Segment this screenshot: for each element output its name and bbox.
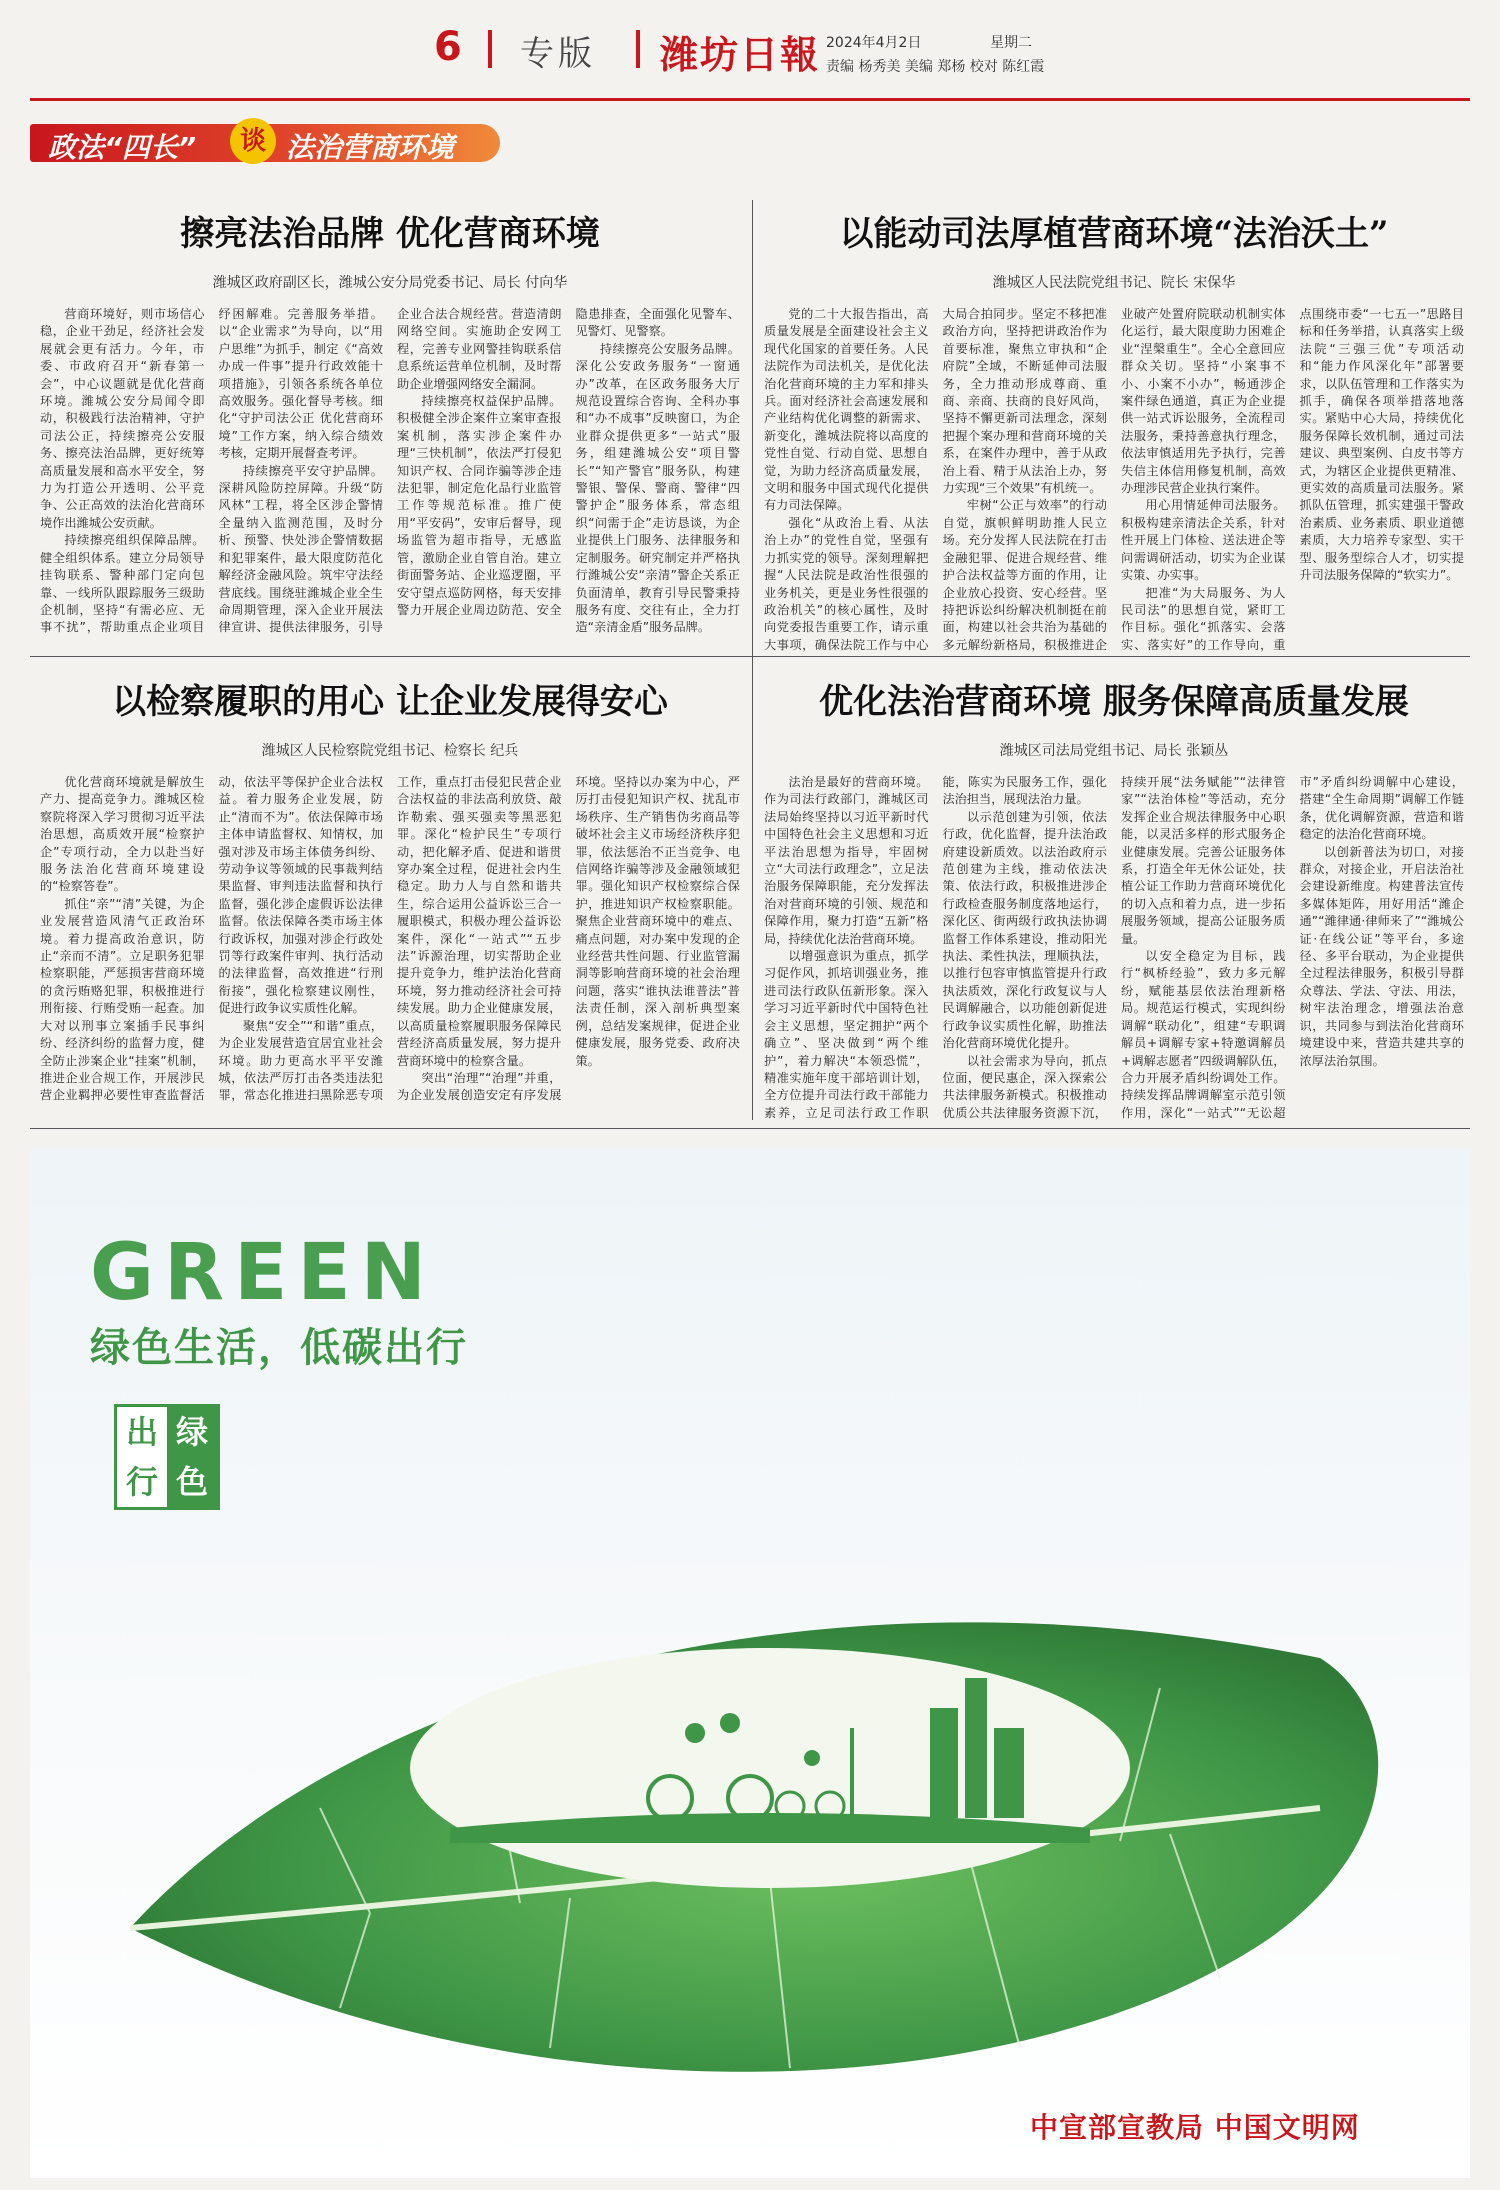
article-paragraph: 以增强意识为重点，抓学习促作风，抓培训强业务，推进司法行政队伍新形象。深入学习习近平新时代中国特色社会主义思想，坚定拥护“两个确立”、坚决做到“两个维护”，着力解决“本领恐慌”，精准实施年度干部培训计划，全方位提升司法行政干部能力素养，立足司法行政工作职能，陈实为民服务工作，强化法治担当，展现法治力量。 bbox=[764, 775, 1107, 1120]
column-divider bbox=[752, 200, 753, 1120]
article-paragraph: 法治是最好的营商环境。作为司法行政部门，潍城区司法局始终坚持以习近平新时代中国特色社会主义思想和习近平法治思想为指导，牢固树立“大司法行政理念”，立足法治服务保障职能，充分发挥法治对营商环境的引领、规范和保障作用，聚力打造“五新”格局，持续优化法治营商环境。 bbox=[764, 775, 929, 946]
section-name: 专版 bbox=[520, 34, 596, 74]
seal-char: 行 bbox=[117, 1457, 167, 1507]
ad-seal bbox=[114, 1404, 220, 1510]
article-paragraph: 持续擦亮权益保护品牌。积极健全涉企案件立案审查报案机制，落实涉企案件办理“三快机制”，依法严打侵犯知识产权、合同诈骗等涉企违法犯罪，制定危化品行业监管工作等规范标准。推广使用“平安码”，安审后督导，现场监管为超市指导，无感监管，激励企业自管自治。建立街面警务站、企业巡逻圈，平安守望点巡防网格，每天安排警力开展企业周边防范、安全隐患排查，全面强化见警车、见警灯、见警察。 bbox=[397, 307, 740, 617]
article-byline: 潍城区人民检察院党组书记、检察长 纪兵 bbox=[261, 743, 519, 759]
article-paragraph: 党的二十大报告指出，高质量发展是全面建设社会主义现代化国家的首要任务。人民法院作为司法机关，是优化法治化营商环境的主力军和排头兵。面对经济社会高速发展和产业结构优化调整的新需求、新变化，潍城法院将以高度的党性自觉、行动自觉、思想自觉，为助力经济高质量发展，文明和服务中国式现代化提供有力司法保障。 bbox=[764, 307, 929, 513]
article-body bbox=[40, 774, 740, 1124]
article-byline: 潍城区司法局党组书记、局长 张颖丛 bbox=[999, 743, 1229, 759]
masthead-divider bbox=[488, 30, 492, 68]
masthead-divider bbox=[636, 30, 640, 68]
wind-turbine-icon bbox=[850, 1728, 854, 1818]
article-paragraph: 抓住“亲”“清”关键，为企业发展营造风清气正政治环境。着力提高政治意识，防止“亲而不清”。立足职务犯罪检察职能，严惩损害营商环境的贪污贿赂犯罪，积极推进行刑衔接、行贿受贿一起查。加大对以刑事立案插手民事纠纷、经济纠纷的监督力度，健全防止涉案企业“挂案”机制，推进企业合规工作，开展涉民营企业羁押必要性审查监督活动，依法平等保护企业合法权益。着力服务企业发展，防止“清而不为”。依法保障市场主体申请监督权、知情权，加强对涉及市场主体债务纠纷、劳动争议等领域的民事裁判结果监督、审判违法监督和执行监督，强化涉企虚假诉讼法律监督。依法保障各类市场主体行政诉权，加强对涉企行政处罚等行政案件审判、执行活动的法律监督，高效推进“行刑衔接”，强化检察建议刚性，促进行政争议实质性化解。 bbox=[40, 775, 383, 1103]
header-rule bbox=[30, 98, 1470, 101]
article-paragraph: 持续擦亮平安守护品牌。深耕风险防控屏障。升级“防风林”工程，将全区涉企警情全量纳入监测范围，及时分析、预警、快处涉企警情数据和犯罪案件，最大限度防范化解经济金融风险。筑牢守法经营底线。围绕驻潍城企业全生命周期管理，深入企业开展法律宣讲、提供法律服务，引导企业合法合规经营。营造清朗网络空间。实施助企安网工程，完善专业网警挂钩联系信息系统运营单位机制，及时帮助企业增强网络安全漏洞。 bbox=[218, 307, 562, 635]
article-paragraph: 以社会需求为导向，抓点位面，便民惠企，深入探索公共法律服务新模式。积极推动优质公共法律服务资源下沉，持续开展“法务赋能”“法律管家”“法治体检”等活动，充分发挥企业合规法律服务中心职能，以灵活多样的形式服务企业健康发展。完善公证服务体系，打造全年无休公证处，扶植公证工作助力营商环境优化的切入点和着力点，进一步拓展服务领域，提高公证服务质量。 bbox=[942, 775, 1286, 1120]
article-paragraph: 用心用情延伸司法服务。积极构建亲清法企关系，针对性开展上门体检、送法进企等问需调研活动，切实为企业谋实策、办实事。 bbox=[1121, 498, 1286, 583]
article-body bbox=[764, 306, 1464, 656]
article-paragraph: 突出“治理”“治理”并重，为企业发展创造安定有序发展环境。坚持以办案为中心，严厉打击侵犯知识产权、扰乱市场秩序、生产销售伪劣商品等破坏社会主义市场经济秩序犯罪，依法惩治不正当竞争、电信网络诈骗等涉及金融领域犯罪。强化知识产权检察综合保护，推进知识产权检察职能。聚焦企业营商环境中的难点、痛点问题，对办案中发现的企业经营共性问题、行业监管漏洞等影响营商环境的社会治理问题，落实“谁执法谁普法”普法责任制，深入剖析典型案例，总结发案规律，促进企业健康发展，服务党委、政府决策。 bbox=[397, 775, 740, 1103]
public-service-ad bbox=[30, 1148, 1470, 2178]
building-icon bbox=[930, 1708, 958, 1818]
page-number: 6 bbox=[434, 24, 462, 70]
article-paragraph: 持续擦亮公安服务品牌。深化公安政务服务“一窗通办”改革，在区政务服务大厅规范设置综合咨询、全科办事和“办不成事”反映窗口，为企业群众提供更多“一站式”服务，组建潍城公安“项目警长”“知产警官”服务队，构建警银、警保、警商、警律“四警护企”服务体系，常态组织“问需于企”走访恳谈，为企业提供上门服务、法律服务和定制服务。研究制定并严格执行潍城公安“亲清”警企关系正负面清单，教育引导民警秉持服务有度、交往有止，全力打造“亲清金盾”服务品牌。 bbox=[575, 341, 740, 635]
ad-slogan: 绿色生活，低碳出行 bbox=[90, 1325, 468, 1371]
seal-char: 出 bbox=[117, 1407, 167, 1457]
issue-date: 2024年4月2日 bbox=[826, 35, 922, 51]
ad-credits: 中宣部宣教局 中国文明网 bbox=[1030, 2111, 1360, 2144]
article-paragraph: 以示范创建为引领，依法行政，优化监督，提升法治政府建设新质效。以法治政府示范创建为主线，推动依法决策、依法行政，积极推进涉企行政检查服务制度落地运行，深化区、街两级行政执法协调监督工作体系建设，推动阳光执法、柔性执法，理顺执法，以推行包容审慎监管提升行政执法质效，深化行政复议与人民调解融合，以功能创新促进行政争议实质性化解，助推法治化营商环境优化提升。 bbox=[942, 809, 1107, 1051]
masthead bbox=[0, 0, 1500, 82]
article-paragraph: 优化营商环境就是解放生产力、提高竞争力。潍城区检察院将深入学习贯彻习近平法治思想，高质效开展“检察护企”专项行动，全力以赴当好服务法治化营商环境建设的“检察答卷”。 bbox=[40, 775, 205, 894]
article-2 bbox=[764, 206, 1464, 656]
article-3 bbox=[40, 674, 740, 1124]
article-paragraph: 聚焦“安全”“和谐”重点，为企业发展营造宜居宜业社会环境。助力更高水平平安潍城，依法严厉打击各类违法犯罪，常态化推进扫黑除恶专项工作，重点打击侵犯民营企业合法权益的非法高利放贷、敲诈勒索、强买强卖等黑恶犯罪。深化“检护民生”专项行动，把化解矛盾、促进和谐贯穿办案全过程，促进社会内生稳定。助力人与自然和谐共生，综合运用公益诉讼三合一履职模式，积极办理公益诉讼案件，深化“一站式”“五步法”诉源治理，切实帮助企业提升竞争力，维护法治化营商环境，努力推动经济社会可持续发展。助力企业健康发展，以高质量检察履职服务保障民营经济高质量发展，努力提升营商环境中的检察含量。 bbox=[218, 775, 562, 1103]
article-4 bbox=[764, 674, 1464, 1124]
leaf-illustration bbox=[70, 1508, 1450, 2128]
cyclist-icon bbox=[804, 1750, 820, 1766]
article-paragraph: 营商环境好，则市场信心稳，企业干劲足，经济社会发展就会更有活力。今年，市委、市政府召开“新春第一会”，中心议题就是优化营商环境。潍城公安分局闻令即动，积极践行法治精神，守护司法公正，持续擦亮公安服务、擦亮法治品牌，更好统筹高质量发展和高水平安全，努力为打造公开透明、公平竞争、公正高效的法治化营商环境作出潍城公安贡献。 bbox=[40, 307, 205, 530]
article-paragraph: 以创新普法为切口，对接群众，对接企业，开启法治社会建设新维度。构建普法宣传多媒体矩阵，用好用活“潍企通”“潍律通·律师来了”“潍城公证·在线公证”等平台，多途径、多平台联动，为企业提供全过程法律服务，积极引导群众尊法、学法、守法、用法，树牢法治理念，增强法治意识，共同参与到法治化营商环境建设中来，营造共建共享的浓厚法治氛围。 bbox=[1299, 844, 1464, 1068]
cyclist-icon bbox=[720, 1713, 740, 1733]
article-byline: 潍城区政府副区长，潍城公安分局党委书记、局长 付向华 bbox=[212, 275, 568, 291]
article-title: 优化法治营商环境 服务保障高质量发展 bbox=[819, 682, 1409, 722]
article-paragraph: 持续擦亮组织保障品牌。健全组织体系。建立分局领导挂钩联系、警种部门定向包靠、一线所队跟踪服务三级助企机制，坚持“有需必应、无事不扰”，帮助重点企业项目纾困解难。完善服务举措。以“企业需求”为导向，以“用户思维”为抓手，制定《“高效办成一件事”提升行政效能十项措施》，引领各系统各单位高效服务。强化督导考核。细化“守护司法公正 优化营商环境”工作方案，纳入综合绩效考核，定期开展督查考评。 bbox=[40, 307, 383, 635]
seal-char: 绿 bbox=[167, 1407, 217, 1457]
building-icon bbox=[965, 1678, 987, 1818]
seal-char: 色 bbox=[167, 1457, 217, 1507]
column-banner bbox=[30, 116, 510, 170]
article-paragraph: 把准“为大局服务、为人民司法”的思想自觉，紧盯工作目标。强化“抓落实、会落实、落实好”的工作导向，重点围绕市委“一七五一”思路目标和任务举措，认真落实上级法院“三强三优”专项活动和“能力作风深化年”部署要求，以队伍管理和工作落实为抓手，确保各项举措落地落实。紧贴中心大局，持续优化服务保障长效机制，通过司法建议、典型案例、白皮书等方式，为辖区企业提供更精准、更实效的高质量司法服务。紧抓队伍管理，抓实建强干警政治素质、业务素质、职业道德素质，大力培养专家型、实干型、服务型综合人才，切实提升司法服务保障的“软实力”。 bbox=[1121, 307, 1464, 652]
issue-weekday: 星期二 bbox=[990, 35, 1032, 51]
building-icon bbox=[994, 1728, 1024, 1818]
article-body bbox=[764, 774, 1464, 1124]
article-title: 以检察履职的用心 让企业发展得安心 bbox=[112, 682, 668, 722]
banner-part2: 谈 bbox=[230, 118, 276, 164]
row-divider bbox=[30, 656, 1470, 657]
article-paragraph: 以安全稳定为目标，践行“枫桥经验”，致力多元解纷，赋能基层依法治理新格局。规范运行模式，实现纠纷调解“联动化”，组建“专职调解员+调解专家+特邀调解员+调解志愿者”四级调解队伍，合力开展矛盾纠纷调处工作。持续发挥品牌调解室示范引领作用，深化“一站式”“无讼超市”矛盾纠纷调解中心建设，搭建“全生命周期”调解工作链条，优化调解资源，营造和谐稳定的法治化营商环境。 bbox=[1121, 775, 1464, 1120]
article-title: 以能动司法厚植营商环境“法治沃土” bbox=[839, 214, 1389, 254]
banner-part3: 法治营商环境 bbox=[286, 131, 455, 164]
article-title: 擦亮法治品牌 优化营商环境 bbox=[180, 214, 600, 254]
article-byline: 潍城区人民法院党组书记、院长 宋保华 bbox=[992, 275, 1236, 291]
cyclist-icon bbox=[685, 1723, 705, 1743]
article-1 bbox=[40, 206, 740, 656]
article-body bbox=[40, 306, 740, 656]
editors-line: 责编 杨秀美 美编 郑杨 校对 陈红霞 bbox=[826, 59, 1045, 75]
banner-part1: 政法“四长” bbox=[48, 131, 197, 164]
ad-headline: GREEN bbox=[90, 1228, 436, 1318]
section-divider bbox=[30, 1128, 1470, 1129]
article-paragraph: 牢树“公正与效率”的行动自觉，旗帜鲜明助推人民立场。充分发挥人民法院在打击金融犯罪、促进合规经营、维护合法权益等方面的作用，让企业放心投资、安心经营。坚持把诉讼纠纷解决机制挺在前面，构建以社会共治为基础的多元解纷新格局，积极推进企业破产处置府院联动机制实体化运行，最大限度助力困难企业“涅槃重生”。全心全意回应群众关切。坚持“小案事不小、小案不小办”，畅通涉企案件绿色通道，真正为企业提供一站式诉讼服务，全流程司法服务，秉持善意执行理念，依法审慎适用先予执行，完善失信主体信用修复机制，高效办理涉民营企业执行案件。 bbox=[942, 307, 1286, 652]
newspaper-name: 潍坊日報 bbox=[660, 32, 821, 77]
article-paragraph: 强化“从政治上看、从法治上办”的党性自觉，坚强有力抓实党的领导。深刻理解把握“人民法院是政治性很强的业务机关，更是业务性很强的政治机关”的核心属性，及时向党委报告重要工作，请示重大事项，确保法院工作与中心大局合拍同步。坚定不移把准政治方向，坚持把讲政治作为首要标准，聚焦立审执和“企府院”全域，不断延伸司法服务，全力推动形成尊商、重商、亲商、扶商的良好风尚，坚持不懈更新司法理念，深刻把握个案办理和营商环境的关系，在案件办理中，善于从政治上看、精于从法治上办，努力实现“三个效果”有机统一。 bbox=[764, 307, 1107, 652]
